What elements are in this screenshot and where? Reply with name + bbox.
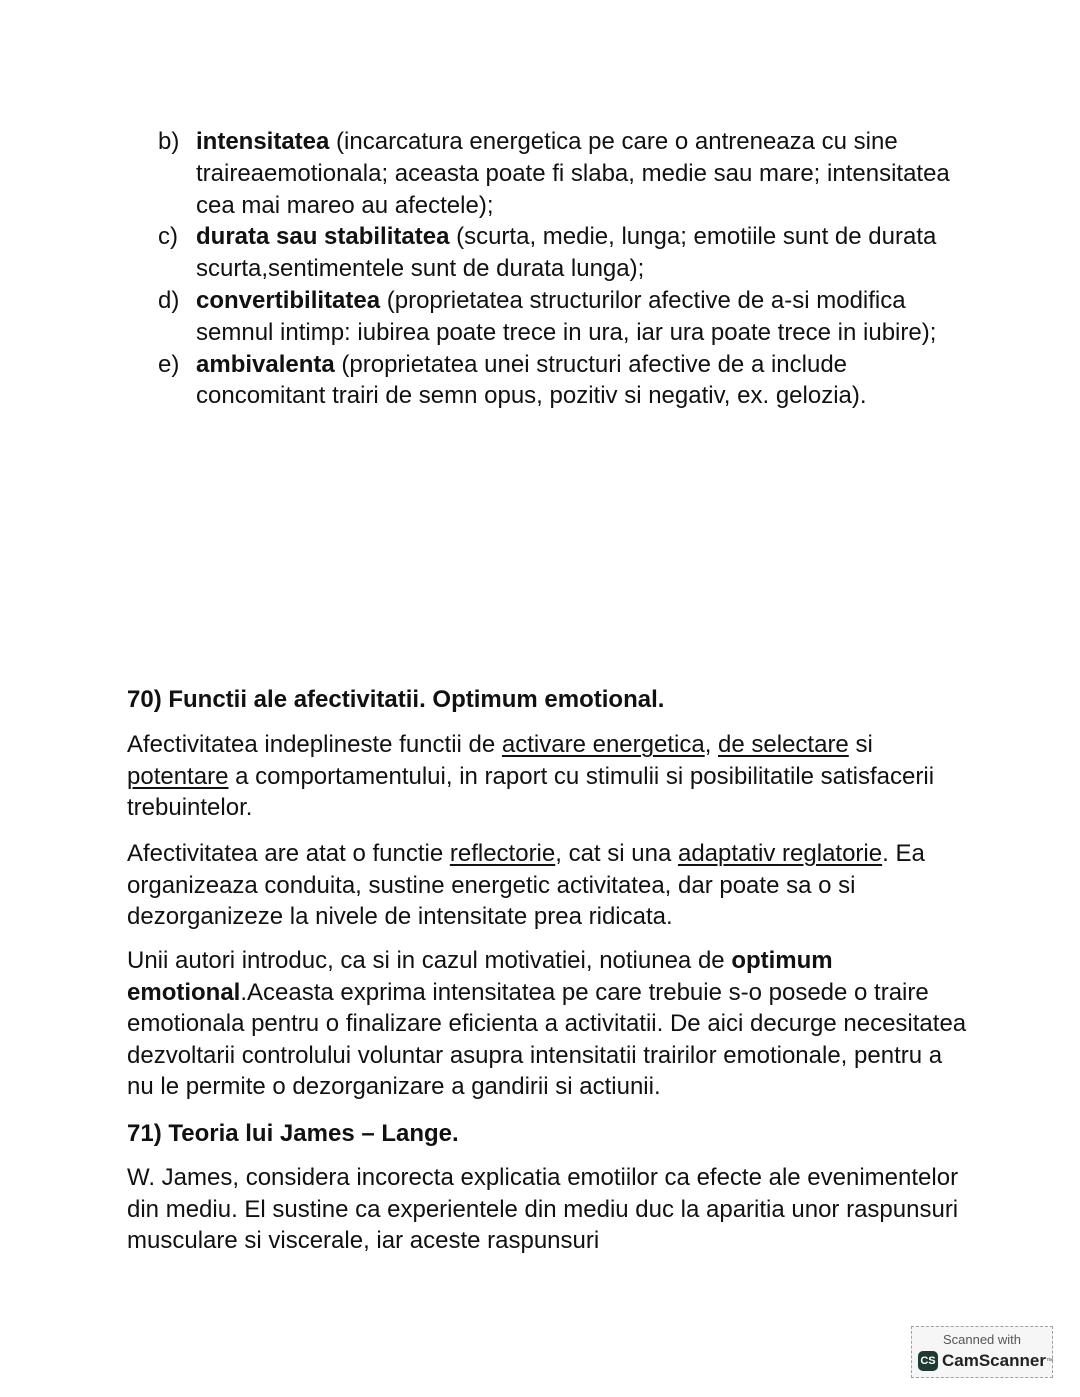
list-item: [158, 349, 958, 413]
section-70-paragraph-2: Afectivitatea are atat o functie reflectorie, cat si una adaptativ reglatorie. Ea organizeaza conduita, sustine energetic activitatea, dar poate sa o si dezorganizeze la nivele de intensitate prea ridicata.: [127, 840, 925, 930]
term: ambivalenta: [196, 350, 335, 378]
section-71-heading: 71) Teoria lui James – Lange.: [127, 1120, 459, 1147]
underlined-term: de selectare: [718, 731, 849, 758]
list-marker: c): [158, 223, 178, 251]
section-71-paragraph-1: W. James, considera incorecta explicatia emotiilor ca efecte ale evenimentelor din mediu. El sustine ca experientele din mediu duc la aparitia unor raspunsuri musculare si viscerale, iar aceste raspunsuri: [127, 1164, 959, 1254]
list-item: [158, 285, 958, 349]
underlined-term: adaptativ reglatorie: [677, 840, 883, 867]
definition: (scurta, medie, lunga; emotiile sunt de durata scurta,sentimentele sunt de durata lunga);: [196, 223, 937, 283]
section-70-paragraph-3: Unii autori introduc, ca si in cazul motivatiei, notiunea de optimum emotional.Aceasta exprima intensitatea pe care trebuie s-o posede o traire emotionala pentru o finalizare eficienta a activitatii. De aici decurge necesitatea dezvoltarii controlului voluntar asupra intensitatii trairilor emotionale, pentru a nu le permite o dezorganizare a gandirii si actiunii.: [127, 947, 967, 1100]
definition: (proprietatea unei structuri afective de a include concomitant trairi de semn opus, pozitiv si negativ, ex. gelozia).: [196, 350, 867, 410]
underlined-term: reflectorie: [449, 840, 556, 867]
section-70-paragraph-1: Afectivitatea indeplineste functii de activare energetica, de selectare si potentare a comportamentului, in raport cu stimulii si posibilitatile satisfacerii trebuintelor.: [127, 731, 935, 821]
camscanner-watermark: [911, 1326, 1053, 1378]
term: intensitatea: [196, 128, 330, 155]
properties-list: [158, 126, 958, 412]
watermark-caption: Scanned with: [942, 1332, 1022, 1347]
list-item: [158, 221, 958, 285]
definition: (incarcatura energetica pe care o antreneaza cu sine traireaemotionala; aceasta poate fi slaba, medie sau mare; intensitatea cea mai mareo au afectele);: [196, 128, 950, 219]
term: durata sau stabilitatea: [196, 223, 450, 251]
bold-term: optimum emotional: [127, 947, 833, 1006]
definition: (proprietatea structurilor afective de a-si modifica semnul intimp: iubirea poate trece in ura, iar ura poate trece in iubire);: [196, 286, 937, 346]
list-item: [158, 126, 958, 221]
list-marker: e): [158, 350, 180, 378]
underlined-term: activare energetica: [501, 731, 705, 758]
watermark-brand: CamScanner: [942, 1351, 1046, 1370]
trademark-mark: ™: [1045, 1357, 1053, 1365]
term: convertibilitatea: [196, 286, 381, 314]
underlined-term: potentare: [127, 762, 229, 790]
list-marker: d): [158, 286, 180, 314]
list-marker: b): [158, 128, 180, 155]
camscanner-logo-icon: CS: [918, 1351, 938, 1371]
section-70-heading: 70) Functii ale afectivitatii. Optimum emotional.: [127, 686, 665, 713]
